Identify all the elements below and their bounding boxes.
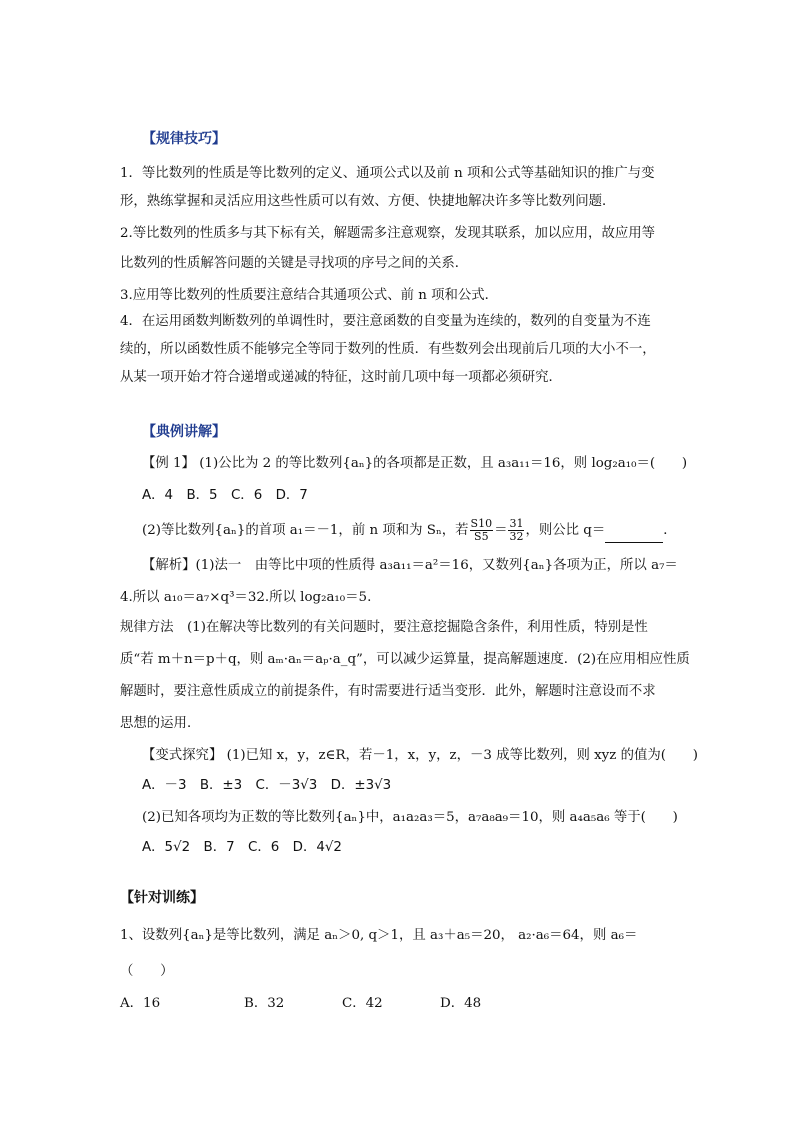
- option-c[interactable]: C．42: [342, 996, 383, 1011]
- example-1-options: A．4 B．5 C．6 D．7: [142, 488, 308, 503]
- example-1-question-1: 【例 1】 (1)公比为 2 的等比数列{aₙ}的各项都是正数，且 a₃a₁₁＝16，则 log₂a₁₀＝( ): [142, 456, 688, 471]
- variation-question-2: (2)已知各项均为正数的等比数列{aₙ}中，a₁a₂a₃＝5，a₇a₈a₉＝10，则 a₄a₅a₆ 等于( ): [142, 810, 678, 825]
- training-question-1: 1、设数列{aₙ}是等比数列，满足 aₙ＞0, q＞1，且 a₃＋a₅＝20， a₂·a₆＝64，则 a₆＝: [120, 928, 638, 943]
- rule-1-line-1: 1．等比数列的性质是等比数列的定义、通项公式以及前 n 项和公式等基础知识的推广与变: [120, 166, 655, 181]
- method-line-3: 解题时，要注意性质成立的前提条件，有时需要进行适当变形．此外，解题时注意设而不求: [120, 684, 656, 699]
- section-heading-rules: 【规律技巧】: [142, 131, 226, 147]
- training-1-options: [120, 994, 481, 1014]
- option-d[interactable]: D．48: [440, 996, 482, 1011]
- solution-line-2: 4.所以 a₁₀＝a₇×q³＝32.所以 log₂a₁₀＝5.: [120, 590, 372, 605]
- variation-2-options: A．5√2 B．7 C．6 D．4√2: [142, 840, 342, 855]
- fraction-left-denominator: S5: [474, 530, 489, 543]
- variation-question-1: 【变式探究】 (1)已知 x，y，z∈R，若－1，x，y，z，－3 成等比数列，则 xyz 的值为( ): [142, 748, 698, 763]
- method-line-4: 思想的运用．: [120, 716, 201, 731]
- training-question-1-paren: （ ）: [120, 964, 174, 979]
- rule-3-line-1: 3.应用等比数列的性质要注意结合其通项公式、前 n 项和公式．: [120, 288, 499, 303]
- rule-4-line-3: 从某一项开始才符合递增或递减的特征，这时前几项中每一项都必须研究．: [120, 370, 562, 385]
- fraction-right-denominator: 32: [509, 530, 524, 543]
- rule-2-line-1: 2.等比数列的性质多与其下标有关，解题需多注意观察，发现其联系，加以应用，故应用等: [120, 226, 656, 241]
- method-line-2: 质“若 m＋n＝p＋q，则 aₘ·aₙ＝aₚ·a_q”，可以减少运算量，提高解题速度．(2)在应用相应性质: [120, 652, 690, 667]
- solution-line-1: 【解析】(1)法一 由等比中项的性质得 a₃a₁₁＝a²＝16，又数列{aₙ}各项为正，所以 a₇＝: [142, 558, 678, 573]
- q2-equals: ＝: [494, 523, 508, 538]
- section-heading-training: 【针对训练】: [120, 890, 204, 906]
- fraction-31-32: [508, 518, 524, 543]
- answer-blank[interactable]: [605, 528, 663, 543]
- example-1-question-2: [142, 518, 702, 543]
- rule-4-line-1: 4．在运用函数判断数列的单调性时，要注意函数的自变量为连续的，数列的自变量为不连: [120, 314, 651, 329]
- rule-4-line-2: 续的，所以函数性质不能够完全等同于数列的性质．有些数列会出现前后几项的大小不一，: [120, 342, 656, 357]
- rule-1-line-2: 形，熟练掌握和灵活应用这些性质可以有效、方便、快捷地解决许多等比数列问题．: [120, 194, 616, 209]
- fraction-s10-s5: [470, 518, 494, 543]
- q2-suffix: ，则公比 q＝: [525, 523, 606, 538]
- rule-2-line-2: 比数列的性质解答问题的关键是寻找项的序号之间的关系．: [120, 256, 469, 271]
- option-b[interactable]: B．32: [244, 996, 285, 1011]
- method-line-1: 规律方法 (1)在解决等比数列的有关问题时，要注意挖掘隐含条件，利用性质，特别是性: [120, 620, 648, 635]
- q2-end: ．: [663, 523, 677, 538]
- fraction-left-numerator: S10: [470, 517, 493, 530]
- q2-prefix: (2)等比数列{aₙ}的首项 a₁＝－1，前 n 项和为 Sₙ，若: [142, 523, 469, 538]
- variation-1-options: A．－3 B．±3 C．－3√3 D．±3√3: [142, 778, 392, 793]
- section-heading-examples: 【典例讲解】: [142, 424, 226, 440]
- option-a[interactable]: A．16: [120, 996, 161, 1011]
- fraction-right-numerator: 31: [509, 517, 524, 530]
